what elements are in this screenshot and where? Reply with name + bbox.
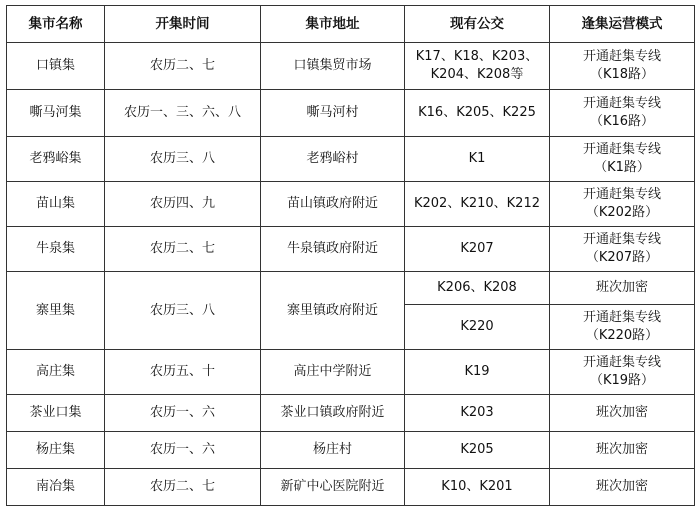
bus-lines-cell: K203 — [405, 395, 550, 432]
bus-lines-cell: K1 — [405, 137, 550, 182]
market-time-cell: 农历二、七 — [105, 227, 261, 272]
header-market-address: 集市地址 — [261, 6, 405, 43]
table-row — [7, 350, 695, 395]
market-name-cell: 牛泉集 — [7, 227, 105, 272]
market-name-cell: 南冶集 — [7, 469, 105, 506]
market-address-cell: 苗山镇政府附近 — [261, 182, 405, 227]
market-time-cell: 农历三、八 — [105, 272, 261, 350]
market-name-cell: 口镇集 — [7, 43, 105, 90]
operation-mode-cell: 班次加密 — [550, 272, 695, 305]
market-name-cell: 老鸦峪集 — [7, 137, 105, 182]
bus-lines-cell: K16、K205、K225 — [405, 90, 550, 137]
bus-lines-cell: K207 — [405, 227, 550, 272]
operation-mode-cell: 开通赶集专线 （K18路） — [550, 43, 695, 90]
table-row — [7, 469, 695, 506]
table-row — [7, 227, 695, 272]
bus-lines-cell: K206、K208 — [405, 272, 550, 305]
operation-mode-cell: 开通赶集专线 （K1路） — [550, 137, 695, 182]
header-current-bus: 现有公交 — [405, 6, 550, 43]
market-address-cell: 寨里镇政府附近 — [261, 272, 405, 350]
market-address-cell: 新矿中心医院附近 — [261, 469, 405, 506]
operation-mode-cell: 开通赶集专线 （K16路） — [550, 90, 695, 137]
table-row — [7, 182, 695, 227]
market-time-cell: 农历四、九 — [105, 182, 261, 227]
market-address-cell: 牛泉镇政府附近 — [261, 227, 405, 272]
table-header-row — [7, 6, 695, 43]
market-time-cell: 农历一、六 — [105, 432, 261, 469]
bus-lines-cell: K17、K18、K203、 K204、K208等 — [405, 43, 550, 90]
market-address-cell: 口镇集贸市场 — [261, 43, 405, 90]
market-name-cell: 高庄集 — [7, 350, 105, 395]
table-row — [7, 432, 695, 469]
market-address-cell: 老鸦峪村 — [261, 137, 405, 182]
table-row — [7, 272, 695, 305]
operation-mode-cell: 开通赶集专线 （K220路） — [550, 305, 695, 350]
market-address-cell: 高庄中学附近 — [261, 350, 405, 395]
market-time-cell: 农历一、三、六、八 — [105, 90, 261, 137]
bus-lines-cell: K19 — [405, 350, 550, 395]
market-name-cell: 苗山集 — [7, 182, 105, 227]
table-row — [7, 90, 695, 137]
market-address-cell: 嘶马河村 — [261, 90, 405, 137]
bus-lines-cell: K220 — [405, 305, 550, 350]
market-time-cell: 农历五、十 — [105, 350, 261, 395]
market-time-cell: 农历二、七 — [105, 469, 261, 506]
operation-mode-cell: 开通赶集专线 （K19路） — [550, 350, 695, 395]
market-name-cell: 茶业口集 — [7, 395, 105, 432]
market-name-cell: 寨里集 — [7, 272, 105, 350]
market-time-cell: 农历三、八 — [105, 137, 261, 182]
operation-mode-cell: 开通赶集专线 （K202路） — [550, 182, 695, 227]
bus-lines-cell: K205 — [405, 432, 550, 469]
table-row — [7, 395, 695, 432]
bus-lines-cell: K10、K201 — [405, 469, 550, 506]
operation-mode-cell: 班次加密 — [550, 469, 695, 506]
market-time-cell: 农历一、六 — [105, 395, 261, 432]
bus-lines-cell: K202、K210、K212 — [405, 182, 550, 227]
market-name-cell: 嘶马河集 — [7, 90, 105, 137]
header-operation-mode: 逢集运营模式 — [550, 6, 695, 43]
market-time-cell: 农历二、七 — [105, 43, 261, 90]
header-market-name: 集市名称 — [7, 6, 105, 43]
table-row — [7, 137, 695, 182]
header-market-time: 开集时间 — [105, 6, 261, 43]
table-row — [7, 43, 695, 90]
market-address-cell: 茶业口镇政府附近 — [261, 395, 405, 432]
market-address-cell: 杨庄村 — [261, 432, 405, 469]
market-bus-table — [6, 5, 695, 506]
operation-mode-cell: 班次加密 — [550, 395, 695, 432]
operation-mode-cell: 开通赶集专线 （K207路） — [550, 227, 695, 272]
market-name-cell: 杨庄集 — [7, 432, 105, 469]
operation-mode-cell: 班次加密 — [550, 432, 695, 469]
